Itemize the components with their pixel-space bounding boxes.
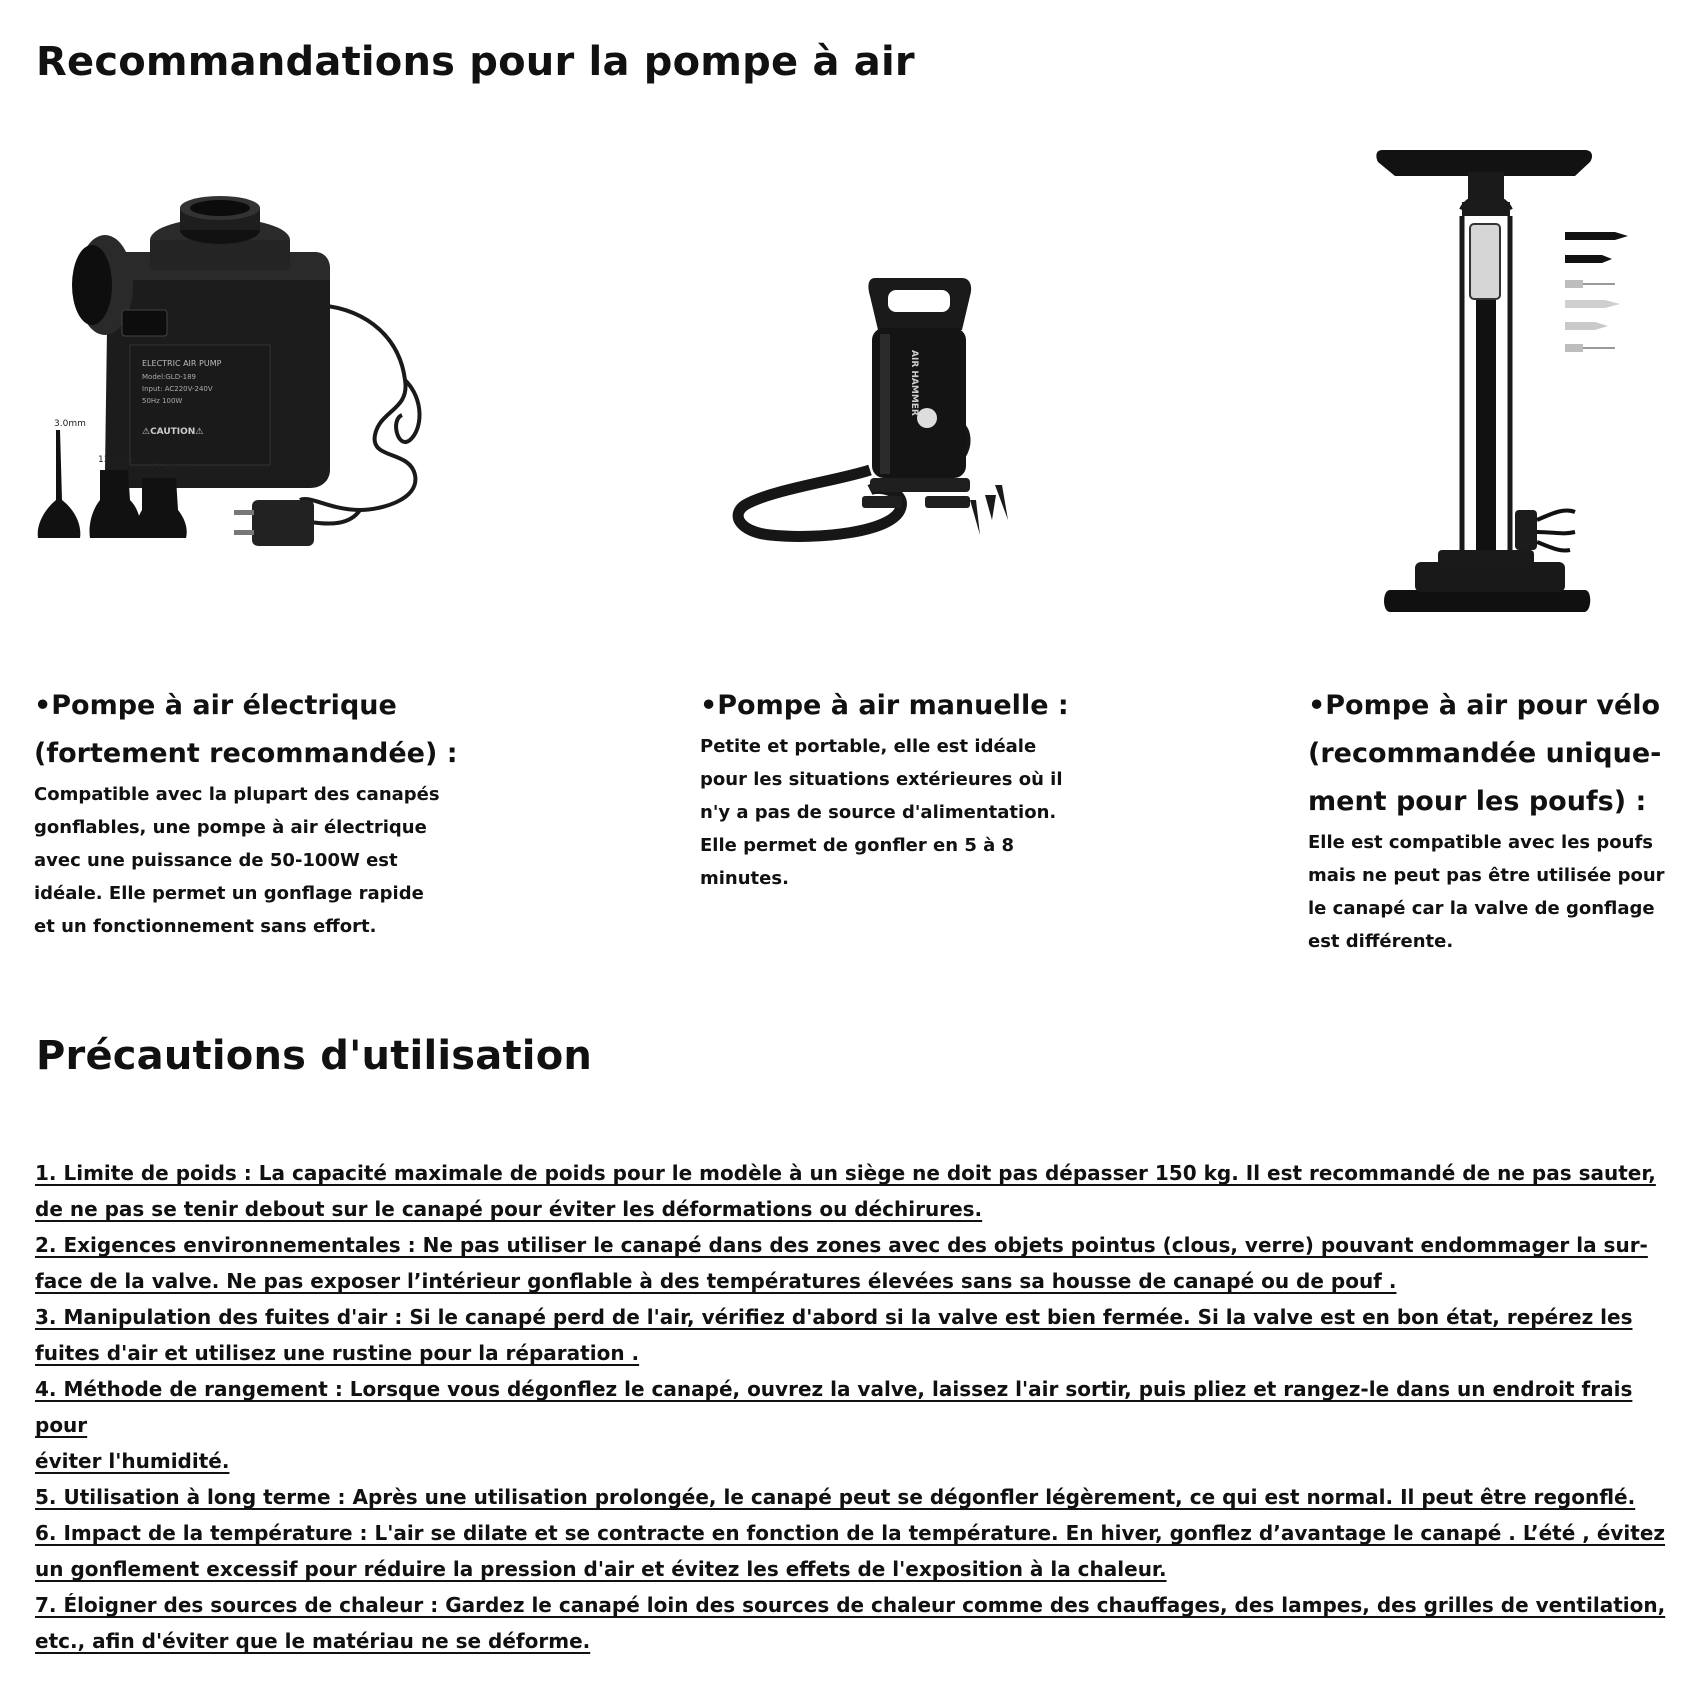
- label-line3: Input: AC220V-240V: [142, 385, 213, 393]
- manual-pump-body-line: Elle permet de gonfler en 5 à 8: [700, 835, 1015, 856]
- precaution-line: fuites d'air et utilisez une rustine pour la réparation .: [35, 1341, 640, 1365]
- electric-pump-body-line: avec une puissance de 50-100W est: [34, 850, 398, 871]
- precautions-title: Précautions d'utilisation: [36, 1033, 593, 1079]
- precaution-line: un gonflement excessif pour réduire la pression d'air et évitez les effets de l'exposition à la chaleur.: [35, 1557, 1167, 1581]
- precaution-line: de ne pas se tenir debout sur le canapé pour éviter les déformations ou déchirures.: [35, 1197, 983, 1221]
- nozzle2-label: 13.3mm: [98, 455, 136, 465]
- electric-pump-section: [34, 682, 554, 943]
- bicycle-pump-title-line2: (recommandée unique-: [1308, 738, 1662, 769]
- precaution-line: 4. Méthode de rangement : Lorsque vous dégonflez le canapé, ouvrez la valve, laissez l'air sortir, puis pliez et rangez-le dans un endroit frais pour: [35, 1377, 1633, 1437]
- precaution-line: éviter l'humidité.: [35, 1449, 230, 1473]
- manual-pump-image: [730, 270, 1040, 550]
- bicycle-pump-title-line3: ment pour les poufs) :: [1308, 786, 1647, 817]
- nozzle1-label: 3.0mm: [54, 419, 86, 429]
- manual-pump-body-line: minutes.: [700, 868, 789, 889]
- electric-pump-body-line: idéale. Elle permet un gonflage rapide: [34, 883, 424, 904]
- precaution-line: etc., afin d'éviter que le matériau ne se déforme.: [35, 1629, 591, 1653]
- electric-pump-body-line: et un fonctionnement sans effort.: [34, 916, 377, 937]
- precaution-line: face de la valve. Ne pas exposer l’intérieur gonflable à des températures élevées sans sa housse de canapé ou de pouf .: [35, 1269, 1397, 1293]
- precaution-line: 6. Impact de la température : L'air se dilate et se contracte en fonction de la température. En hiver, gonflez d’avantage le canapé . L’été , évitez: [35, 1521, 1666, 1545]
- bicycle-pump-body-line: est différente.: [1308, 931, 1454, 952]
- bicycle-pump-body-line: Elle est compatible avec les poufs: [1308, 832, 1654, 853]
- manual-pump-body-line: Petite et portable, elle est idéale: [700, 736, 1037, 757]
- manual-pump-title: •Pompe à air manuelle :: [700, 690, 1069, 721]
- bicycle-pump-title-line1: •Pompe à air pour vélo: [1308, 690, 1661, 721]
- electric-pump-body-line: Compatible avec la plupart des canapés: [34, 784, 440, 805]
- caution-label: ⚠CAUTION⚠: [142, 427, 204, 437]
- bicycle-pump-body-line: le canapé car la valve de gonflage: [1308, 898, 1655, 919]
- precaution-line: 1. Limite de poids : La capacité maximale de poids pour le modèle à un siège ne doit pas dépasser 150 kg. Il est recommandé de ne pas sauter,: [35, 1161, 1656, 1185]
- manual-pump-section: [700, 682, 1120, 895]
- manual-pump-brand: AIR HAMMER: [909, 350, 919, 416]
- label-line2: Model:GLD-189: [142, 373, 196, 381]
- electric-pump-image: [30, 180, 450, 600]
- precaution-line: 5. Utilisation à long terme : Après une utilisation prolongée, le canapé peut se dégonfler légèrement, ce qui est normal. Il peut être regonflé.: [35, 1485, 1636, 1509]
- manual-pump-body-line: pour les situations extérieures où il: [700, 769, 1063, 790]
- bicycle-pump-image: [1370, 140, 1640, 640]
- electric-pump-title-line1: •Pompe à air électrique: [34, 690, 397, 721]
- precaution-line: 2. Exigences environnementales : Ne pas utiliser le canapé dans des zones avec des objets pointus (clous, verre) pouvant endommager la sur-: [35, 1233, 1648, 1257]
- bicycle-pump-section: [1308, 682, 1688, 958]
- precaution-line: 3. Manipulation des fuites d'air : Si le canapé perd de l'air, vérifiez d'abord si la valve est bien fermée. Si la valve est en bon état, repérez les: [35, 1305, 1633, 1329]
- electric-pump-body-line: gonflables, une pompe à air électrique: [34, 817, 427, 838]
- electric-pump-title-line2: (fortement recommandée) :: [34, 738, 458, 769]
- label-line4: 50Hz 100W: [142, 397, 183, 405]
- manual-pump-body-line: n'y a pas de source d'alimentation.: [700, 802, 1057, 823]
- nozzle3-label: 17.4mm: [150, 463, 188, 473]
- label-line1: ELECTRIC AIR PUMP: [142, 359, 222, 368]
- bicycle-pump-body-line: mais ne peut pas être utilisée pour: [1308, 865, 1665, 886]
- page-title: Recommandations pour la pompe à air: [36, 39, 915, 85]
- precaution-line: 7. Éloigner des sources de chaleur : Gardez le canapé loin des sources de chaleur comme des chauffages, des lampes, des grilles de ventilation,: [35, 1593, 1666, 1617]
- precautions-list: [35, 1155, 1675, 1659]
